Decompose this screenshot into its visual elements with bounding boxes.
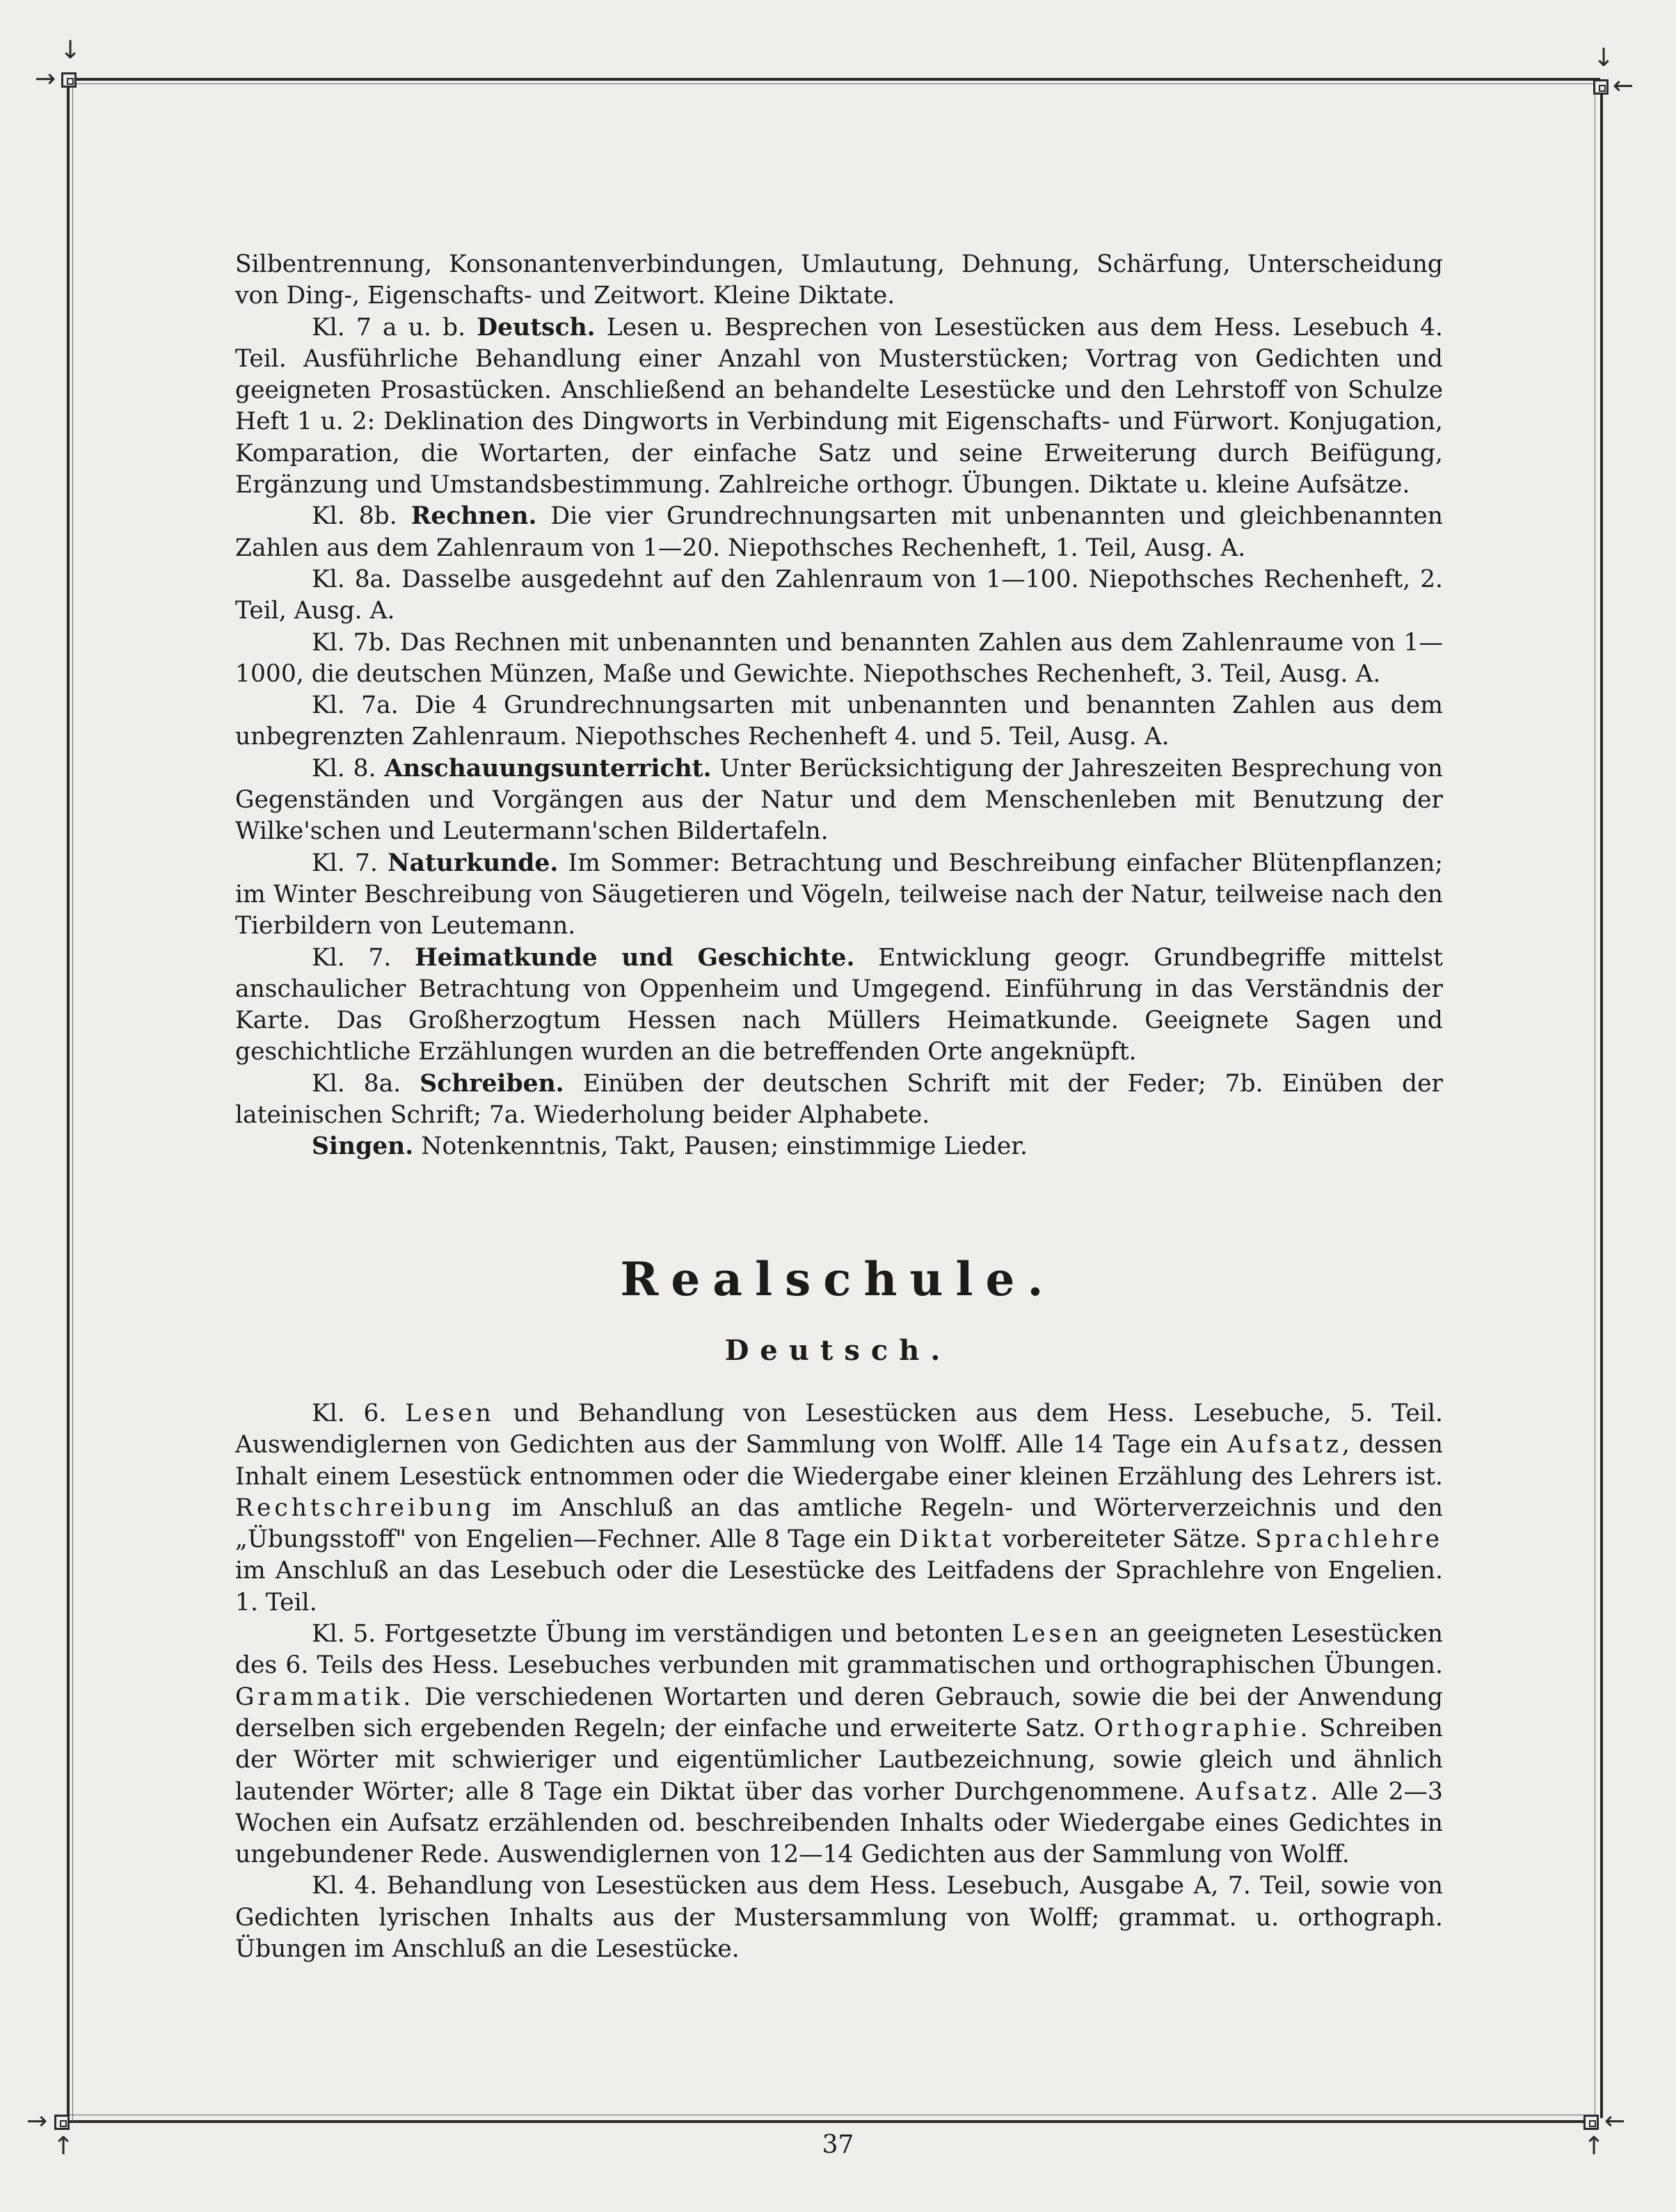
frame-top-border	[70, 78, 1600, 81]
class-label: Kl. 7a.	[312, 691, 399, 720]
corner-ornament-top-right	[1593, 79, 1609, 95]
arrow-right-icon: →	[35, 65, 56, 93]
class-label: Kl. 7b.	[312, 628, 392, 657]
class-label: Kl. 8.	[312, 754, 376, 783]
corner-ornament-bottom-left	[54, 2115, 70, 2130]
corner-ornament-bottom-right	[1583, 2115, 1599, 2130]
arrow-up-icon: ↑	[1583, 2132, 1605, 2161]
class-label: Kl. 4.	[312, 1872, 378, 1900]
class-label: Kl. 7 a u. b.	[312, 313, 466, 342]
class-label: Kl. 7.	[312, 849, 378, 877]
subject-label: Rechnen.	[410, 502, 537, 531]
paragraph-spelling: Silbentrennung, Konsonantenverbindungen, Umlautung, Dehnung, Schärfung, Unterscheidung von Ding-, Eigenschafts- und Zeitwort. Kleine Diktate.	[235, 250, 1443, 310]
class-label: Kl. 7.	[312, 943, 392, 972]
paragraph-kl7-deutsch: Kl. 7 a u. b. Deutsch. Lesen u. Besprechen von Lesestücken aus dem Hess. Lesebuch 4. Teil. Ausführliche Behandlung einer Anzahl von Musterstücken; Vortrag von Gedichten und geeigneten Prosastücken. Anschließend an behandelte Lesestücke und den Lehrstoff von Schulze Heft 1 u. 2: Deklination des Dingworts in Verbindung mit Eigenschafts- und Fürwort. Konjugation, Komparation, die Wortarten, der einfache Satz und seine Erweiterung durch Beifügung, Ergänzung und Umstandsbestimmung. Zahlreiche orthogr. Übungen. Diktate u. kleine Aufsätze.	[235, 313, 1444, 499]
class-label: Kl. 8b.	[312, 502, 397, 531]
frame-top-inner-border	[70, 83, 1600, 84]
subject-label: Deutsch.	[477, 313, 596, 342]
section-heading: Realschule.	[620, 1252, 1056, 1306]
class-label: Kl. 5.	[312, 1620, 376, 1649]
paragraph-kl8b-rechnen: Kl. 8b. Rechnen. Die vier Grundrechnungsarten mit unbenannten und gleichbenannten Zahlen aus dem Zahlenraum von 1—20. Niepothsches Rechenheft, 1. Teil, Ausg. A.	[235, 502, 1444, 562]
paragraph-kl8a-rechnen: Kl. 8a. Dasselbe ausgedehnt auf den Zahlenraum von 1—100. Niepothsches Rechenheft, 2. Teil, Ausg. A.	[235, 565, 1444, 625]
curriculum-section	[235, 249, 1443, 1163]
paragraph-kl6: Kl. 6. Lesen und Behandlung von Lesestücken aus dem Hess. Lesebuche, 5. Teil. Auswendiglernen von Gedichten aus der Sammlung von Wolff. Alle 14 Tage ein Aufsatz, dessen Inhalt einem Lesestück entnommen oder die Wiedergabe einer kleinen Erzählung des Lehrers ist. Rechtschreibung im Anschluß an das amtliche Regeln- und Wörterverzeichnis und den „Übungsstoff" von Engelien—Fechner. Alle 8 Tage ein Diktat vorbereiteter Sätze. Sprachlehre im Anschluß an das Lesebuch oder die Lesestücke des Leitfadens der Sprachlehre von Engelien. 1. Teil.	[235, 1400, 1444, 1617]
arrow-down-icon: ↓	[1593, 44, 1615, 72]
corner-ornament-top-left	[61, 72, 77, 88]
arrow-up-icon: ↑	[53, 2132, 74, 2161]
paragraph-kl7a-rechnen: Kl. 7a. Die 4 Grundrechnungsarten mit unbenannten und benannten Zahlen aus dem unbegrenzten Zahlenraum. Niepothsches Rechenheft 4. und 5. Teil, Ausg. A.	[235, 691, 1443, 751]
subject-label: Schreiben.	[420, 1069, 564, 1098]
class-label: Kl. 8a.	[312, 565, 392, 593]
realschule-section	[235, 1398, 1443, 1965]
arrow-down-icon: ↓	[60, 36, 81, 65]
paragraph-kl7b-rechnen: Kl. 7b. Das Rechnen mit unbenannten und benannten Zahlen aus dem Zahlenraume von 1—1000, die deutschen Münzen, Maße und Gewichte. Niepothsches Rechenheft, 3. Teil, Ausg. A.	[235, 628, 1443, 688]
arrow-left-icon: ←	[1604, 2107, 1626, 2135]
subject-label: Naturkunde.	[388, 849, 559, 877]
paragraph-kl8-anschauung: Kl. 8. Anschauungsunterricht. Unter Berücksichtigung der Jahreszeiten Besprechung von Gegenständen und Vorgängen aus der Natur und dem Menschenleben mit Benutzung der Wilke'schen und Leutermann'schen Bildertafeln.	[235, 754, 1444, 846]
paragraph-kl4: Kl. 4. Behandlung von Lesestücken aus dem Hess. Lesebuch, Ausgabe A, 7. Teil, sowie von Gedichten lyrischen Inhalts aus der Mustersammlung von Wolff; grammat. u. orthograph. Übungen im Anschluß an die Lesestücke.	[235, 1872, 1443, 1964]
paragraph-kl5: Kl. 5. Fortgesetzte Übung im verständigen und betonten Lesen an geeigneten Lesestücken des 6. Teils des Hess. Lesebuches verbunden mit grammatischen und orthographischen Übungen. Grammatik. Die verschiedenen Wortarten und deren Gebrauch, sowie die bei der Anwendung derselben sich ergebenden Regeln; der einfache und erweiterte Satz. Orthographie. Schreiben der Wörter mit schwieriger und eigentümlicher Lautbezeichnung, sowie gleich und ähnlich lautender Wörter; alle 8 Tage ein Diktat über das vorher Durchgenommene. Aufsatz. Alle 2—3 Wochen ein Aufsatz erzählenden od. beschreibenden Inhalts oder Wiedergabe eines Gedichtes in ungebundener Rede. Auswendiglernen von 12—14 Gedichten aus der Sammlung von Wolff.	[235, 1620, 1444, 1869]
frame-left-border	[67, 83, 70, 2122]
paragraph-kl7-naturkunde: Kl. 7. Naturkunde. Im Sommer: Betrachtung und Beschreibung einfacher Blütenpflanzen; im Winter Beschreibung von Säugetieren und Vögeln, teilweise nach der Natur, teilweise nach den Tierbildern von Leutemann.	[235, 849, 1444, 940]
subject-label: Anschauungsunterricht.	[384, 754, 712, 783]
subject-label: Singen.	[312, 1132, 414, 1161]
paragraph-kl7-heimatkunde: Kl. 7. Heimatkunde und Geschichte. Entwicklung geogr. Grundbegriffe mittelst anschaulicher Betrachtung von Oppenheim und Umgegend. Einführung in das Verständnis der Karte. Das Großherzogtum Hessen nach Müllers Heimatkunde. Geeignete Sagen und geschichtliche Erzählungen wurden an die betreffenden Orte angeknüpft.	[235, 943, 1444, 1066]
arrow-left-icon: ←	[1613, 72, 1634, 100]
page-number: 37	[822, 2131, 854, 2159]
frame-left-inner-border	[72, 83, 73, 2122]
paragraph-kl8a-schreiben: Kl. 8a. Schreiben. Einüben der deutschen Schrift mit der Feder; 7b. Einüben der lateinischen Schrift; 7a. Wiederholung beider Alphabete.	[235, 1069, 1443, 1130]
frame-bottom-border	[60, 2120, 1590, 2123]
paragraph-singen: Singen. Notenkenntnis, Takt, Pausen; einstimmige Lieder.	[312, 1132, 1028, 1161]
arrow-right-icon: →	[26, 2107, 48, 2135]
frame-right-border	[1600, 87, 1603, 2118]
section-subheading: Deutsch.	[724, 1334, 952, 1367]
class-label: Kl. 6.	[312, 1400, 387, 1427]
class-label: Kl. 8a.	[312, 1069, 401, 1098]
subject-label: Heimatkunde und Geschichte.	[415, 943, 855, 972]
